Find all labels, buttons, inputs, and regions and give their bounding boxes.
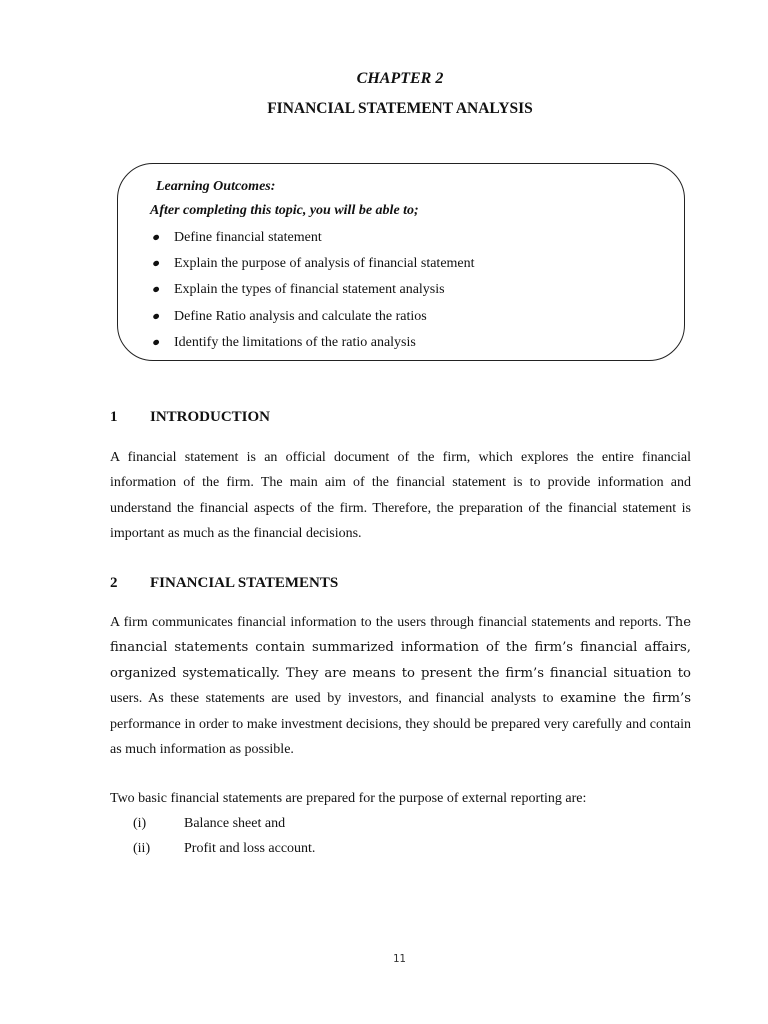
financial-statements-paragraph xyxy=(110,610,691,762)
paragraph-text: A firm communicates financial information to the users through financial statements and reports. xyxy=(110,615,666,630)
paragraph-text: examine the firm’s xyxy=(560,691,691,707)
page-number: 11 xyxy=(393,953,406,965)
section-number: 1 xyxy=(110,409,118,425)
introduction-paragraph: A financial statement is an official document of the firm, which explores the entire financial information of the firm. The main aim of the financial statement is to provide information and understand the financial aspects of the firm. Therefore, the preparation of the financial statement is important as much as the financial decisions. xyxy=(110,450,691,542)
chapter-label: CHAPTER 2 xyxy=(356,70,444,87)
learning-outcomes-intro: After completing this topic, you will be able to; xyxy=(150,203,419,218)
paragraph-text: The financial statements contain summarized information of the firm’s financial affairs, organized systematically. They are means to present the firm’s financial situation to xyxy=(110,615,691,681)
chapter-title: FINANCIAL STATEMENT ANALYSIS xyxy=(267,100,533,117)
section-title: INTRODUCTION xyxy=(150,409,271,425)
list-text: Profit and loss account. xyxy=(184,841,316,857)
paragraph-text: performance in order to make investment decisions, they should be prepared very carefully and contain as much information as possible. xyxy=(110,716,691,758)
section-title: FINANCIAL STATEMENTS xyxy=(150,575,339,591)
section-number: 2 xyxy=(110,575,118,591)
outcome-text: Explain the purpose of analysis of financial statement xyxy=(174,256,475,272)
list-text: Balance sheet and xyxy=(184,816,286,831)
list-marker: (ii) xyxy=(133,841,151,857)
paragraph-text: users. As these statements are used by investors, and financial analysts to xyxy=(110,691,561,707)
learning-outcomes-heading: Learning Outcomes: xyxy=(156,179,276,194)
outcome-text: Define Ratio analysis and calculate the ratios xyxy=(174,308,427,324)
outcome-text: Explain the types of financial statement analysis xyxy=(174,282,445,298)
statements-list-intro: Two basic financial statements are prepared for the purpose of external reporting are: xyxy=(110,791,587,806)
outcome-text: Identify the limitations of the ratio analysis xyxy=(174,334,416,350)
list-marker: (i) xyxy=(133,816,147,831)
outcome-text: Define financial statement xyxy=(174,230,322,245)
